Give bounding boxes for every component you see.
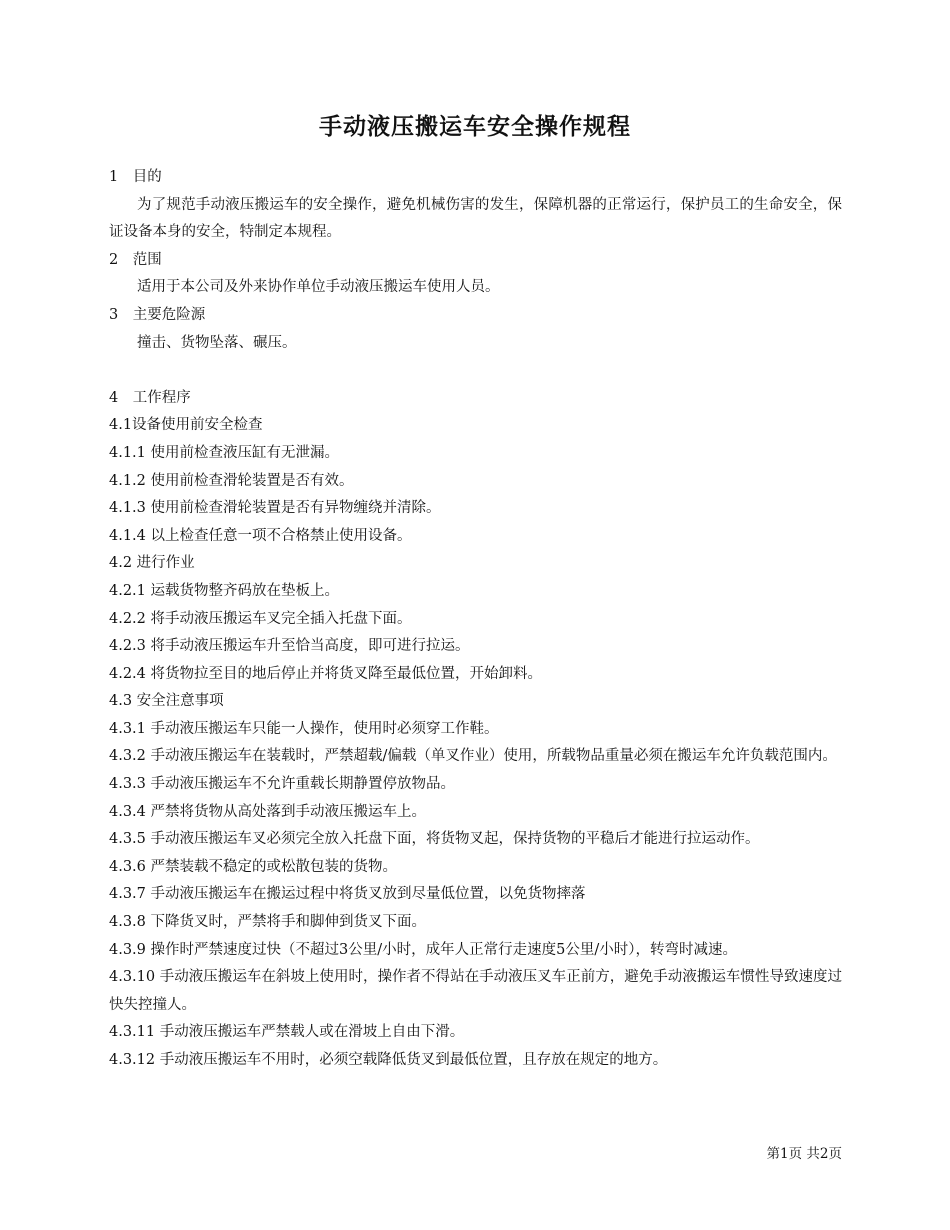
section-1-heading: 1 目的 [109,169,162,185]
section-3-heading: 3 主要危险源 [109,306,206,323]
list-item: 4.3.11 手动液压搬运车严禁载人或在滑坡上自由下滑。 [109,1024,465,1041]
section-2-heading: 2 范围 [109,251,162,268]
list-item: 4.3.3 手动液压搬运车不允许重载长期静置停放物品。 [109,776,456,793]
blank-line [109,357,842,385]
list-item: 4.3.5 手动液压搬运车叉必须完全放入托盘下面，将货物叉起，保持货物的平稳后才能进行拉运动作。 [109,831,760,848]
list-item: 4.3.12 手动液压搬运车不用时，必须空载降低货叉到最低位置，且存放在规定的地方。 [109,1052,668,1068]
list-item: 4.3.9 操作时严禁速度过快（不超过3公里/小时，成年人正常行走速度5公里/小时），转弯时减速。 [109,941,737,958]
list-item: 4.3.7 手动液压搬运车在搬运过程中将货叉放到尽量低位置，以免货物摔落 [109,886,586,903]
list-item: 4.2.4 将货物拉至目的地后停止并将货叉降至最低位置，开始卸料。 [109,665,543,682]
section-4-2-heading: 4.2 进行作业 [109,555,195,572]
list-item: 4.2.1 运载货物整齐码放在垫板上。 [109,582,340,599]
document-title: 手动液压搬运车安全操作规程 [319,114,631,140]
list-item: 4.1.4 以上检查任意一项不合格禁止使用设备。 [109,527,412,544]
list-item: 4.1.3 使用前检查滑轮装置是否有异物缠绕并清除。 [109,500,441,517]
list-item: 4.3.8 下降货叉时，严禁将手和脚伸到货叉下面。 [109,914,427,931]
section-4-1-heading: 4.1设备使用前安全检查 [109,417,263,434]
list-item: 4.1.2 使用前检查滑轮装置是否有效。 [109,472,354,489]
section-3-text: 撞击、货物坠落、碾压。 [137,334,297,351]
list-item: 4.3.2 手动液压搬运车在装载时，严禁超载/偏载（单叉作业）使用，所载物品重量必须在搬运车允许负载范围内。 [109,748,837,765]
section-4-3-heading: 4.3 安全注意事项 [109,693,224,710]
list-item: 4.3.6 严禁装载不稳定的或松散包装的货物。 [109,858,398,875]
section-2-text: 适用于本公司及外来协作单位手动液压搬运车使用人员。 [137,279,500,296]
document-body [109,164,842,1075]
page-number: 第1页 共2页 [766,1146,842,1162]
section-1-text: 为了规范手动液压搬运车的安全操作，避免机械伤害的发生，保障机器的正常运行，保护员工的生命安全，保证设备本身的安全，特制定本规程。 [109,196,842,241]
list-item: 4.3.10 手动液压搬运车在斜坡上使用时，操作者不得站在手动液压叉车正前方，避免手动液搬运车惯性导致速度过快失控撞人。 [109,969,842,1013]
section-4-heading: 4 工作程序 [109,389,191,406]
list-item: 4.3.4 严禁将货物从高处落到手动液压搬运车上。 [109,803,427,820]
list-item: 4.1.1 使用前检查液压缸有无泄漏。 [109,444,340,461]
list-item: 4.2.3 将手动液压搬运车升至恰当高度，即可进行拉运。 [109,638,470,655]
list-item: 4.3.1 手动液压搬运车只能一人操作，使用时必须穿工作鞋。 [109,720,499,737]
list-item: 4.2.2 将手动液压搬运车叉完全插入托盘下面。 [109,610,412,627]
